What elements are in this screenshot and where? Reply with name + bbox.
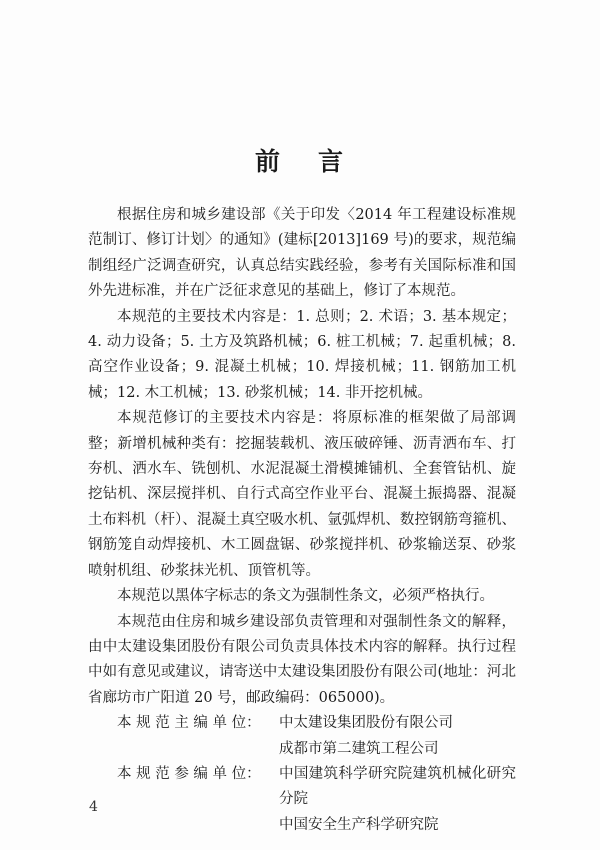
- chief-unit-1: 中太建设集团股份有限公司: [279, 715, 453, 732]
- participating-unit-1: 中国建筑科学研究院建筑机械化研究分院: [279, 765, 516, 808]
- page-title: [0, 142, 600, 178]
- chief-unit-2: 成都市第二建筑工程公司: [279, 740, 439, 757]
- participating-units-label: 本 规 范 参 编 单 位：: [117, 765, 261, 782]
- title-char-1: 前: [254, 147, 282, 176]
- paragraph-revision-content: 本规范修订的主要技术内容是：将原标准的框架做了局部调整；新增机械种类有：挖掘装载机、液压破碎锤、沥青洒布车、打夯机、洒水车、铣刨机、水泥混凝土滑模摊铺机、全套管钻机、旋挖钻机、深层搅拌机、自行式高空作业平台、混凝土振捣器、混凝土布料机（杆）、混凝土真空吸水机、氩弧焊机、数控钢筋弯箍机、钢筋笼自动焊接机、木工圆盘锯、砂浆搅拌机、砂浆输送泵、砂浆喷射机组、砂浆抹光机、顶管机等。: [88, 410, 516, 579]
- title-char-2: 言: [318, 147, 346, 176]
- participating-unit-2: 中国安全生产科学研究院: [279, 816, 439, 833]
- paragraph-background: 根据住房和城乡建设部《关于印发〈2014 年工程建设标准规范制订、修订计划〉的通知》(建标[2013]169 号)的要求，规范编制组经广泛调查研究，认真总结实践经验，参考有关国际标准和国外先进标准，并在广泛征求意见的基础上，修订了本规范。: [88, 207, 516, 300]
- chief-units-label: 本 规 范 主 编 单 位：: [117, 715, 261, 732]
- chief-units-list: [279, 711, 516, 762]
- paragraph-mandatory-provisions: 本规范以黑体字标志的条文为强制性条文，必须严格执行。: [117, 588, 494, 605]
- paragraph-management: 本规范由住房和城乡建设部负责管理和对强制性条文的解释，由中太建设集团股份有限公司负责具体技术内容的解释。执行过程中如有意见或建议，请寄送中太建设集团股份有限公司(地址：河北省廊坊市广阳道 20 号，邮政编码：065000)。: [88, 613, 516, 706]
- chief-units: [88, 711, 516, 762]
- participating-units: [88, 762, 516, 838]
- page-number: 4: [89, 799, 98, 815]
- preface-body: [88, 203, 516, 838]
- participating-units-list: [279, 762, 516, 838]
- paragraph-technical-content: 本规范的主要技术内容是：1. 总则；2. 术语；3. 基本规定；4. 动力设备；5. 土方及筑路机械；6. 桩工机械；7. 起重机械；8. 高空作业设备；9. 混凝土机械；10. 焊接机械；11. 钢筋加工机械；12. 木工机械；13. 砂浆机械；14. 非开挖机械。: [88, 308, 516, 401]
